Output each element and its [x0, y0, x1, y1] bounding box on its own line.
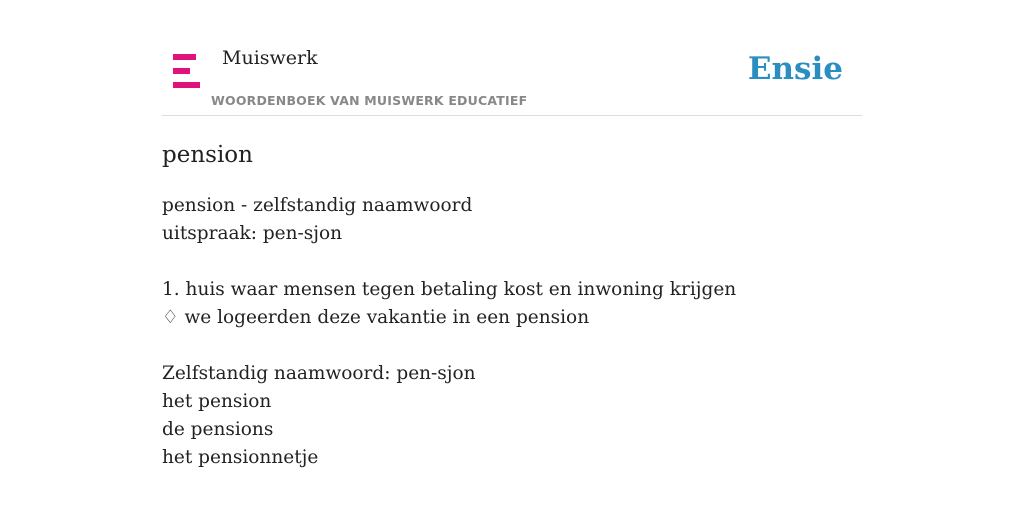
- ensie-logo[interactable]: Ensie: [747, 51, 843, 87]
- definition-line: uitspraak: pen-sjon: [162, 223, 343, 244]
- definition-line: [162, 248, 862, 276]
- definition-line: 1. huis waar mensen tegen betaling kost en inwoning krijgen: [162, 279, 737, 300]
- definition-line: Zelfstandig naamwoord: pen-sjon: [162, 363, 476, 384]
- dictionary-card: [162, 0, 862, 512]
- definition-line: [162, 332, 862, 360]
- definition-line: het pension: [162, 391, 272, 412]
- definition-line: het pensionnetje: [162, 447, 319, 468]
- card-header: [162, 0, 862, 116]
- muiswerk-logo-icon[interactable]: [173, 54, 200, 88]
- definition-line: de pensions: [162, 419, 274, 440]
- definition-body: [162, 192, 862, 472]
- definition-line: ♢ we logeerden deze vakantie in een pension: [162, 307, 590, 328]
- brand-subtitle: WOORDENBOEK VAN MUISWERK EDUCATIEF: [211, 93, 528, 108]
- brand-name[interactable]: Muiswerk: [222, 47, 318, 69]
- page-title: pension: [162, 142, 253, 168]
- definition-line: pension - zelfstandig naamwoord: [162, 195, 473, 216]
